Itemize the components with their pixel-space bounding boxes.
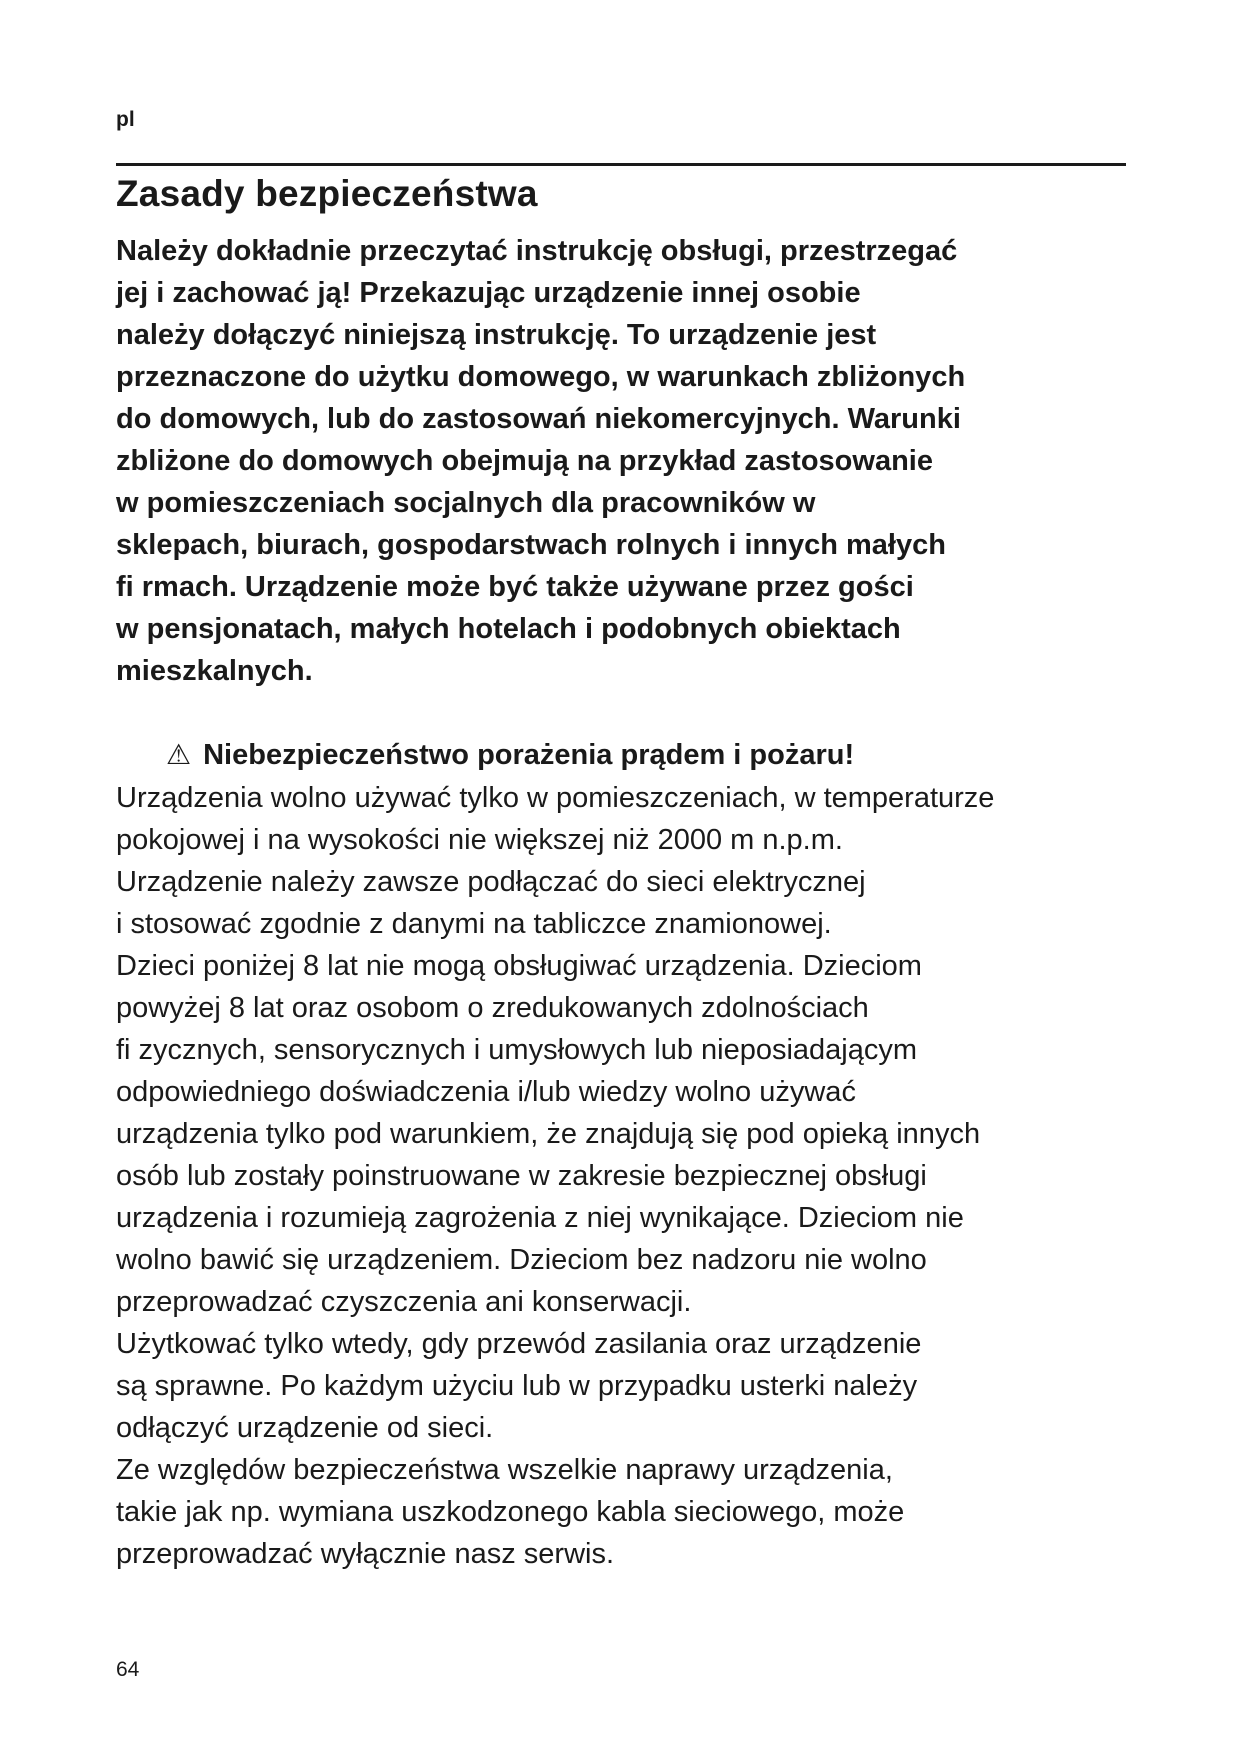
body-line: takie jak np. wymiana uszkodzonego kabla sieciowego, może	[116, 1496, 905, 1528]
intro-paragraph	[116, 230, 1126, 692]
body-line: przeprowadzać czyszczenia ani konserwacji.	[116, 1286, 692, 1318]
intro-line: mieszkalnych.	[116, 655, 313, 687]
header-divider	[116, 163, 1126, 166]
intro-line: jej i zachować ją! Przekazując urządzenie innej osobie	[116, 277, 861, 309]
body-line: przeprowadzać wyłącznie nasz serwis.	[116, 1538, 615, 1570]
section-title: Zasady bezpieczeństwa	[116, 173, 538, 214]
body-line: odpowiedniego doświadczenia i/lub wiedzy wolno używać	[116, 1076, 856, 1108]
warning-triangle-icon: ⚠	[166, 739, 192, 770]
page-number: 64	[116, 1658, 140, 1681]
intro-line: do domowych, lub do zastosowań niekomercyjnych. Warunki	[116, 403, 961, 435]
body-line: powyżej 8 lat oraz osobom o zredukowanych zdolnościach	[116, 992, 869, 1024]
body-line: urządzenia tylko pod warunkiem, że znajdują się pod opieką innych	[116, 1118, 981, 1150]
body-line: Użytkować tylko wtedy, gdy przewód zasilania oraz urządzenie	[116, 1328, 922, 1360]
intro-line: należy dołączyć niniejszą instrukcję. To urządzenie jest	[116, 319, 877, 351]
intro-line: zbliżone do domowych obejmują na przykład zastosowanie	[116, 445, 933, 477]
language-code: pl	[116, 108, 135, 131]
intro-line: w pensjonatach, małych hotelach i podobnych obiektach	[116, 613, 901, 645]
warning-heading	[166, 734, 854, 776]
intro-line: w pomieszczeniach socjalnych dla pracowników w	[116, 487, 816, 519]
body-line: urządzenia i rozumieją zagrożenia z niej wynikające. Dzieciom nie	[116, 1202, 964, 1234]
body-line: wolno bawić się urządzeniem. Dzieciom bez nadzoru nie wolno	[116, 1244, 927, 1276]
body-line: fi zycznych, sensorycznych i umysłowych lub nieposiadającym	[116, 1034, 918, 1066]
intro-line: przeznaczone do użytku domowego, w warunkach zbliżonych	[116, 361, 966, 393]
body-line: i stosować zgodnie z danymi na tabliczce znamionowej.	[116, 908, 832, 940]
intro-line: sklepach, biurach, gospodarstwach rolnych i innych małych	[116, 529, 946, 561]
body-line: Urządzenia wolno używać tylko w pomieszczeniach, w temperaturze	[116, 782, 995, 814]
intro-line: fi rmach. Urządzenie może być także używane przez gości	[116, 571, 914, 603]
body-line: Urządzenie należy zawsze podłączać do sieci elektrycznej	[116, 866, 866, 898]
body-line: pokojowej i na wysokości nie większej niż 2000 m n.p.m.	[116, 824, 843, 856]
intro-line: Należy dokładnie przeczytać instrukcję obsługi, przestrzegać	[116, 235, 958, 267]
body-line: Dzieci poniżej 8 lat nie mogą obsługiwać urządzenia. Dzieciom	[116, 950, 922, 982]
body-line: odłączyć urządzenie od sieci.	[116, 1412, 494, 1444]
body-line: Ze względów bezpieczeństwa wszelkie naprawy urządzenia,	[116, 1454, 893, 1486]
warning-body	[116, 777, 1136, 1575]
body-line: osób lub zostały poinstruowane w zakresie bezpiecznej obsługi	[116, 1160, 927, 1192]
body-line: są sprawne. Po każdym użyciu lub w przypadku usterki należy	[116, 1370, 918, 1402]
warning-heading-text: Niebezpieczeństwo porażenia prądem i pożaru!	[203, 739, 855, 771]
